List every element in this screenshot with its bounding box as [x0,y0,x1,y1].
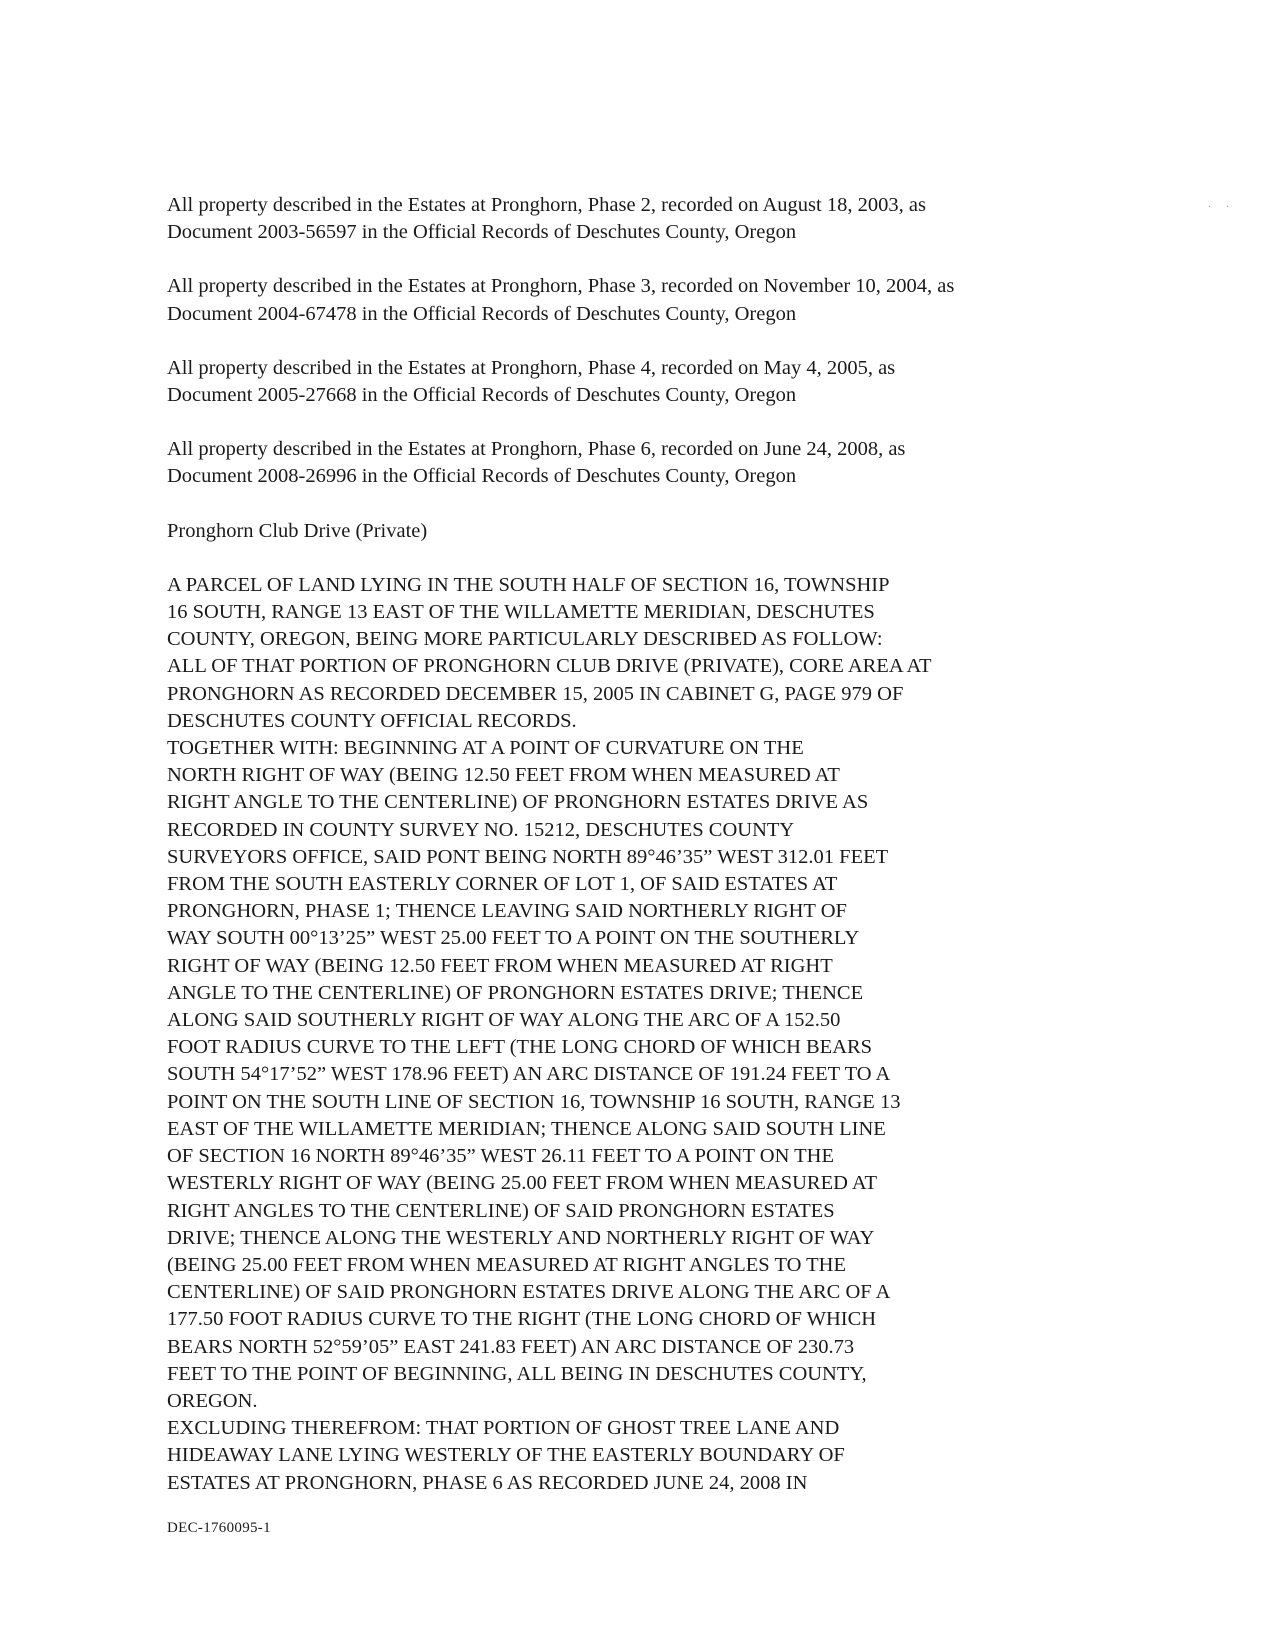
legal-description-line: A PARCEL OF LAND LYING IN THE SOUTH HALF OF SECTION 16, TOWNSHIP [167,573,890,596]
legal-description-line: SURVEYORS OFFICE, SAID PONT BEING NORTH 89°46’35” WEST 312.01 FEET [167,845,889,868]
legal-description-line: FEET TO THE POINT OF BEGINNING, ALL BEING IN DESCHUTES COUNTY, [167,1362,867,1385]
legal-description-line: COUNTY, OREGON, BEING MORE PARTICULARLY DESCRIBED AS FOLLOW: [167,628,883,651]
legal-description-line: TOGETHER WITH: BEGINNING AT A POINT OF CURVATURE ON THE [167,737,804,760]
legal-description-line: RECORDED IN COUNTY SURVEY NO. 15212, DESCHUTES COUNTY [167,818,795,841]
legal-description-line: POINT ON THE SOUTH LINE OF SECTION 16, TOWNSHIP 16 SOUTH, RANGE 13 [167,1090,901,1113]
legal-description-line: HIDEAWAY LANE LYING WESTERLY OF THE EASTERLY BOUNDARY OF [167,1444,845,1467]
legal-description-line: PRONGHORN, PHASE 1; THENCE LEAVING SAID NORTHERLY RIGHT OF [167,900,847,923]
legal-description-line: WESTERLY RIGHT OF WAY (BEING 25.00 FEET FROM WHEN MEASURED AT [167,1172,877,1195]
legal-description-line: (BEING 25.00 FEET FROM WHEN MEASURED AT RIGHT ANGLES TO THE [167,1253,847,1276]
legal-description-line: RIGHT ANGLES TO THE CENTERLINE) OF SAID PRONGHORN ESTATES [167,1199,835,1222]
record-paragraph-phase-4 [167,355,1087,409]
paragraph-line: All property described in the Estates at Pronghorn, Phase 6, recorded on June 24, 2008, as [167,438,906,461]
legal-description-line: NORTH RIGHT OF WAY (BEING 12.50 FEET FROM WHEN MEASURED AT [167,764,840,787]
legal-description-line: 177.50 FOOT RADIUS CURVE TO THE RIGHT (THE LONG CHORD OF WHICH [167,1308,877,1331]
legal-description-line: OF SECTION 16 NORTH 89°46’35” WEST 26.11 FEET TO A POINT ON THE [167,1145,834,1168]
legal-description-line: RIGHT OF WAY (BEING 12.50 FEET FROM WHEN MEASURED AT RIGHT [167,954,833,977]
legal-description-line: WAY SOUTH 00°13’25” WEST 25.00 FEET TO A POINT ON THE SOUTHERLY [167,927,860,950]
legal-description-line: EAST OF THE WILLAMETTE MERIDIAN; THENCE ALONG SAID SOUTH LINE [167,1117,886,1140]
record-paragraph-phase-6 [167,436,1087,490]
legal-description-line: RIGHT ANGLE TO THE CENTERLINE) OF PRONGHORN ESTATES DRIVE AS [167,791,869,814]
legal-description-line: OREGON. [167,1389,258,1412]
legal-description-line: ALL OF THAT PORTION OF PRONGHORN CLUB DRIVE (PRIVATE), CORE AREA AT [167,655,932,678]
paragraph-line: All property described in the Estates at Pronghorn, Phase 4, recorded on May 4, 2005, as [167,356,896,379]
record-paragraph-phase-3 [167,273,1087,327]
legal-description-line: ANGLE TO THE CENTERLINE) OF PRONGHORN ESTATES DRIVE; THENCE [167,981,864,1004]
paragraph-line: Document 2005-27668 in the Official Records of Deschutes County, Oregon [167,384,797,407]
legal-description-line: PRONGHORN AS RECORDED DECEMBER 15, 2005 IN CABINET G, PAGE 979 OF [167,682,904,705]
legal-description-line: CENTERLINE) OF SAID PRONGHORN ESTATES DRIVE ALONG THE ARC OF A [167,1281,891,1304]
legal-description-line: 16 SOUTH, RANGE 13 EAST OF THE WILLAMETTE MERIDIAN, DESCHUTES [167,601,875,624]
legal-description-line: ALONG SAID SOUTHERLY RIGHT OF WAY ALONG THE ARC OF A 152.50 [167,1009,841,1032]
paragraph-line: All property described in the Estates at Pronghorn, Phase 2, recorded on August 18, 2003, as [167,194,926,216]
legal-description-line: DRIVE; THENCE ALONG THE WESTERLY AND NORTHERLY RIGHT OF WAY [167,1226,875,1249]
legal-description-line: BEARS NORTH 52°59’05” EAST 241.83 FEET) AN ARC DISTANCE OF 230.73 [167,1335,855,1358]
paragraph-line: All property described in the Estates at Pronghorn, Phase 3, recorded on November 10, 2004, as [167,275,955,298]
legal-description-line: DESCHUTES COUNTY OFFICIAL RECORDS. [167,709,577,732]
legal-description-line: FOOT RADIUS CURVE TO THE LEFT (THE LONG CHORD OF WHICH BEARS [167,1036,873,1059]
paragraph-line: Document 2004-67478 in the Official Records of Deschutes County, Oregon [167,302,797,325]
legal-description-line: SOUTH 54°17’52” WEST 178.96 FEET) AN ARC DISTANCE OF 191.24 FEET TO A [167,1063,891,1086]
legal-description-line: FROM THE SOUTH EASTERLY CORNER OF LOT 1, OF SAID ESTATES AT [167,873,838,896]
record-paragraph-phase-2 [167,192,1087,246]
paragraph-line: Document 2003-56597 in the Official Records of Deschutes County, Oregon [167,221,797,244]
document-body [167,192,1087,1497]
legal-description-line: ESTATES AT PRONGHORN, PHASE 6 AS RECORDED JUNE 24, 2008 IN [167,1471,808,1494]
edge-scan-mark: . . [1208,196,1235,210]
legal-description [167,572,1087,1497]
document-id-footer: DEC-1760095-1 [167,1520,271,1536]
legal-description-line: EXCLUDING THEREFROM: THAT PORTION OF GHOST TREE LANE AND [167,1417,840,1440]
paragraph-line: Document 2008-26996 in the Official Records of Deschutes County, Oregon [167,465,797,488]
section-heading: Pronghorn Club Drive (Private) [167,519,428,542]
